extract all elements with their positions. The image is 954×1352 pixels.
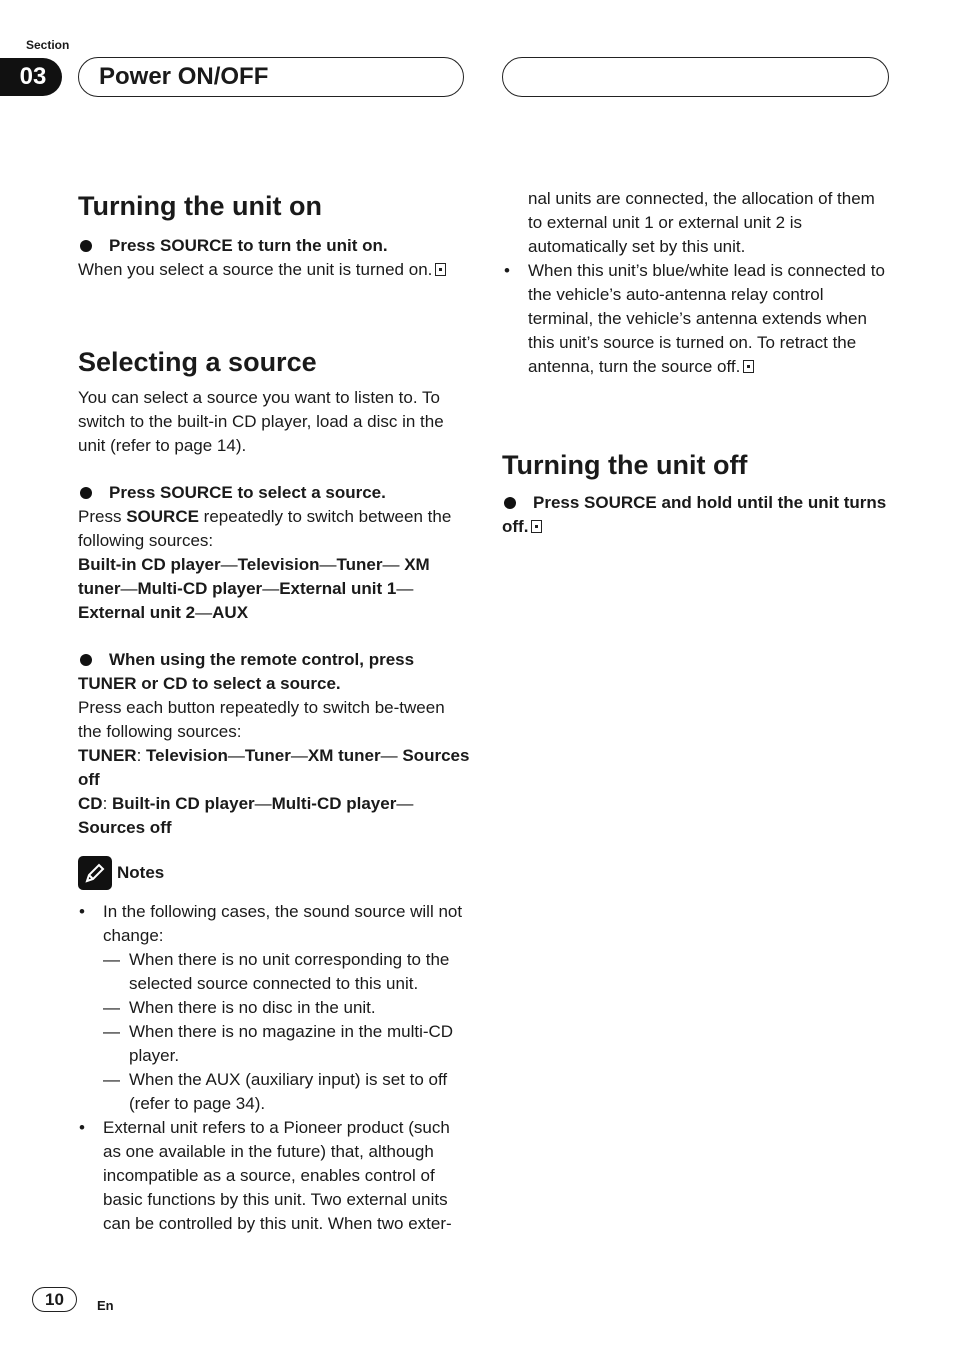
end-mark-icon (435, 263, 446, 276)
heading-turning-on: Turning the unit on (78, 191, 322, 221)
notes-pencil-icon (78, 856, 112, 890)
bullet-dot-icon (80, 654, 92, 666)
step-turn-on (78, 234, 470, 258)
note-item: • When this unit’s blue/white lead is connected to the vehicle’s auto-antenna relay control terminal, the vehicle’s antenna extends when this unit’s source is turned on. To retract the antenna, turn the source off. (502, 259, 892, 379)
note-item: • External unit refers to a Pioneer product (such as one available in the future) that, although incompatible as a source, enables control of basic functions by this unit. Two external units can be controlled by this unit. When two exter- (78, 1116, 470, 1236)
bullet-dot-icon (80, 240, 92, 252)
language-label: En (97, 1298, 114, 1313)
right-column (502, 187, 892, 539)
left-column (78, 180, 470, 1236)
end-mark-icon (743, 360, 754, 373)
note-item: • In the following cases, the sound source will not change: (78, 900, 470, 948)
bullet-dot-icon (80, 487, 92, 499)
chapter-title: Power ON/OFF (78, 57, 464, 97)
heading-turning-off: Turning the unit off (502, 450, 748, 480)
note-sub-item: — When the AUX (auxiliary input) is set to off (refer to page 34). (78, 1068, 470, 1116)
step-turn-off: Press SOURCE and hold until the unit turns off. (502, 493, 887, 536)
heading-selecting-source: Selecting a source (78, 347, 317, 377)
page-number: 10 (32, 1287, 77, 1312)
cd-sequence: CD: Built-in CD player—Multi-CD player— Sources off (78, 794, 414, 837)
select-source-intro: You can select a source you want to listen to. To switch to the built-in CD player, load a disc in the unit (refer to page 14). (78, 388, 444, 455)
select-source-description: Press SOURCE repeatedly to switch between the following sources: (78, 507, 452, 550)
note-sub-item: — When there is no magazine in the multi-CD player. (78, 1020, 470, 1068)
notes-title: Notes (117, 863, 165, 882)
bullet-dot-icon (504, 497, 516, 509)
section-number-badge: 03 (0, 58, 62, 96)
section-label: Section (26, 38, 70, 52)
header-blank-pill (502, 57, 889, 97)
step-select-source: Press SOURCE to select a source. (78, 481, 470, 505)
step-text: Press SOURCE to turn the unit on. (109, 236, 388, 255)
step-remote-control: When using the remote control, press TUNER or CD to select a source. (78, 650, 415, 693)
note-sub-item: — When there is no disc in the unit. (78, 996, 470, 1020)
remote-description: Press each button repeatedly to switch be-tween the following sources: (78, 698, 445, 741)
source-sequence: Built-in CD player—Television—Tuner— XM tuner—Multi-CD player—External unit 1—External unit 2—AUX (78, 555, 430, 622)
turn-on-description: When you select a source the unit is turned on. (78, 258, 470, 282)
note-item-continued: nal units are connected, the allocation of them to external unit 1 or external unit 2 is automatically set by this unit. (528, 189, 875, 256)
notes-header (78, 856, 470, 890)
note-sub-item: — When there is no unit corresponding to the selected source connected to this unit. (78, 948, 470, 996)
end-mark-icon (531, 520, 542, 533)
tuner-sequence: TUNER: Television—Tuner—XM tuner— Sources off (78, 746, 470, 789)
